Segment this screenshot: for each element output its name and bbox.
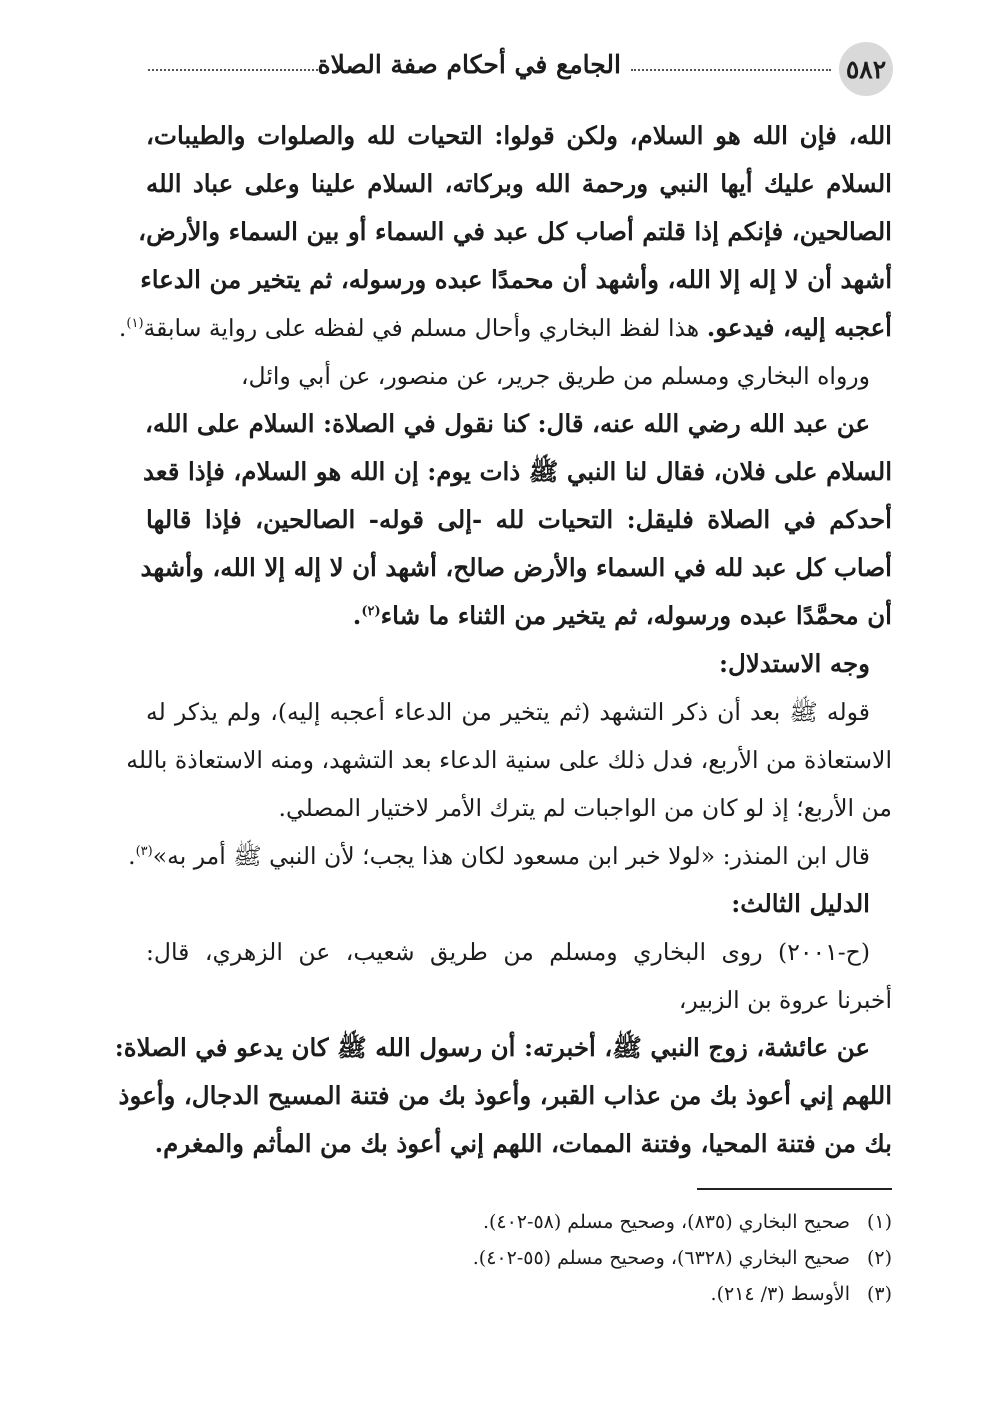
text-line: قوله ﷺ بعد أن ذكر التشهد (ثم يتخير من الدعاء أعجبه إليه)، ولم يذكر له: [146, 698, 870, 726]
punctuation: .: [118, 314, 127, 342]
quote-text: قال ابن المنذر: «لولا خبر ابن مسعود لكان هذا يجب؛ لأن النبي ﷺ أمر به»: [152, 842, 870, 870]
footnote-number: (١): [866, 1211, 892, 1233]
hadith-line: السلام على فلان، فقال لنا النبي ﷺ ذات يوم: إن الله هو السلام، فإذا قعد: [143, 457, 892, 486]
hadith-text: أن محمَّدًا عبده ورسوله، ثم يتخير من الثناء ما شاء: [380, 601, 892, 630]
hadith-text: أعجبه إليه، فيدعو.: [706, 313, 892, 342]
footnote-ref: (١): [126, 316, 144, 332]
hadith-line: عن عبد الله رضي الله عنه، قال: كنا نقول في الصلاة: السلام على الله،: [144, 409, 870, 438]
book-title: الجامع في أحكام صفة الصلاة: [317, 50, 621, 79]
hadith-line: أحدكم في الصلاة فليقل: التحيات لله -إلى قوله- الصالحين، فإذا قالها: [146, 505, 892, 534]
punctuation: .: [128, 842, 136, 870]
hadith-line: أشهد أن لا إله إلا الله، وأشهد أن محمدًا عبده ورسوله، ثم يتخير من الدعاء: [140, 265, 892, 294]
text-line: (ح-٢٠٠١) روى البخاري ومسلم من طريق شعيب، عن الزهري، قال:: [146, 938, 870, 966]
footnote-number: (٣): [866, 1283, 892, 1305]
text-line: [128, 832, 892, 880]
text-line: من الأربع؛ إذ لو كان من الواجبات لم يترك الأمر لاختيار المصلي.: [278, 794, 892, 822]
text-line: [118, 304, 892, 352]
footnote-number: (٢): [866, 1247, 892, 1269]
text-line: ورواه البخاري ومسلم من طريق جرير، عن منصور، عن أبي وائل،: [240, 362, 870, 390]
footnote: [292, 1240, 892, 1276]
footnote-text: الأوسط (٣/ ٢١٤).: [710, 1283, 850, 1305]
text-line: الاستعاذة من الأربع، فدل ذلك على سنية الدعاء بعد التشهد، ومنه الاستعاذة بالله: [126, 746, 892, 774]
hadith-line: السلام عليك أيها النبي ورحمة الله وبركاته، السلام علينا وعلى عباد الله: [146, 169, 892, 198]
footnote-rule: [697, 1188, 892, 1190]
footnote-text: صحيح البخاري (٨٣٥)، وصحيح مسلم (٥٨-٤٠٢).: [482, 1211, 850, 1233]
hadith-line: بك من فتنة المحيا، وفتنة الممات، اللهم إني أعوذ بك من المأثم والمغرم.: [154, 1129, 892, 1158]
footnote-ref: (٣): [135, 844, 153, 860]
hadith-line: الله، فإن الله هو السلام، ولكن قولوا: التحيات لله والصلوات والطيبات،: [146, 121, 892, 150]
footnotes: [292, 1204, 892, 1312]
text-line: أخبرنا عروة بن الزبير،: [678, 986, 892, 1014]
hadith-line: عن عائشة، زوج النبي ﷺ، أخبرته: أن رسول الله ﷺ كان يدعو في الصلاة:: [114, 1033, 870, 1062]
page-header: [148, 42, 893, 102]
section-heading: الدليل الثالث:: [731, 889, 870, 918]
hadith-line: اللهم إني أعوذ بك من عذاب القبر، وأعوذ بك من فتنة المسيح الدجال، وأعوذ: [118, 1081, 892, 1110]
footnote-ref: (٢): [361, 603, 381, 619]
footnote: [292, 1276, 892, 1312]
footnote: [292, 1204, 892, 1240]
hadith-line: [146, 592, 892, 640]
section-heading: وجه الاستدلال:: [718, 649, 870, 678]
header-dotted-rule: [631, 69, 831, 71]
header-dotted-rule: [148, 69, 318, 71]
page-number: ٥٨٢: [839, 42, 893, 96]
hadith-line: الصالحين، فإنكم إذا قلتم أصاب كل عبد في السماء أو بين السماء والأرض،: [138, 217, 892, 246]
punctuation: .: [352, 601, 362, 630]
commentary-text: هذا لفظ البخاري وأحال مسلم في لفظه على رواية سابقة: [143, 314, 700, 342]
page-body: [114, 112, 892, 1168]
footnote-text: صحيح البخاري (٦٣٢٨)، وصحيح مسلم (٥٥-٤٠٢).: [472, 1247, 850, 1269]
hadith-line: أصاب كل عبد لله في السماء والأرض صالح، أشهد أن لا إله إلا الله، وأشهد: [140, 553, 892, 582]
